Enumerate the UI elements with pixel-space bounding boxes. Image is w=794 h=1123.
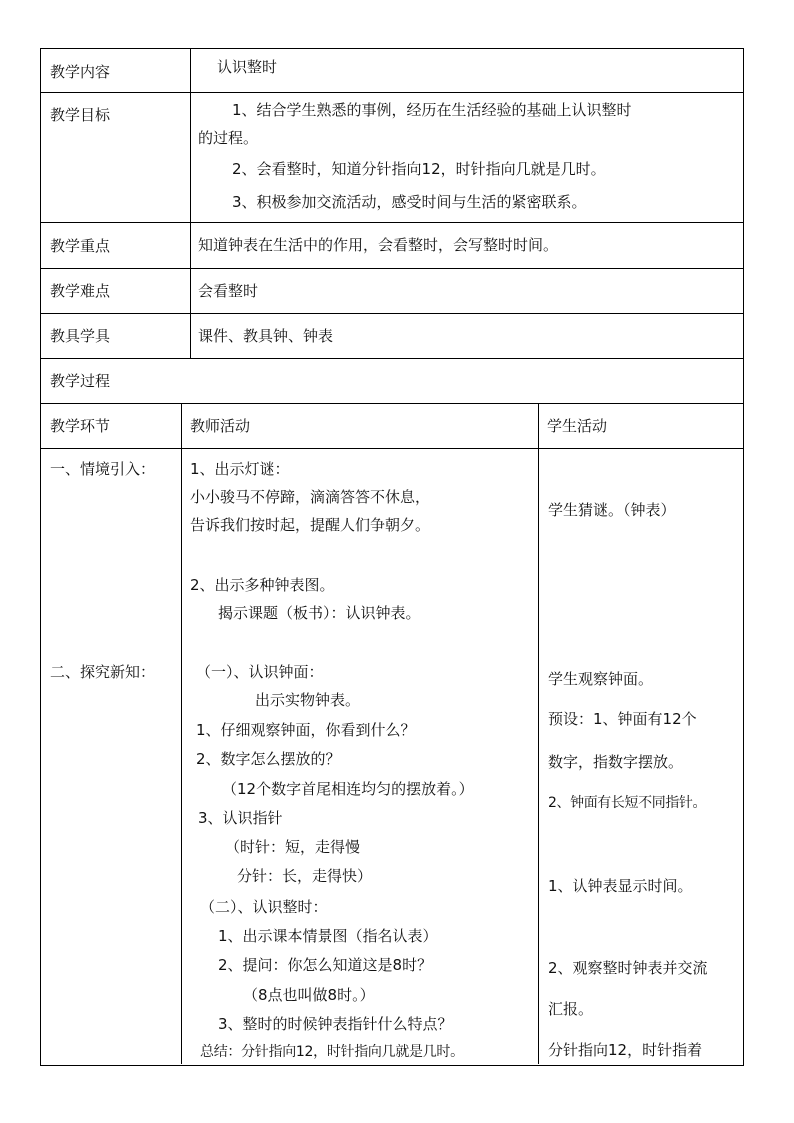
row-divider xyxy=(40,92,744,93)
row-divider xyxy=(40,313,744,314)
objective-line: 3、积极参加交流活动，感受时间与生活的紧密联系。 xyxy=(232,193,587,211)
label-column-divider xyxy=(190,48,191,358)
teacher-line: 2、提问：你怎么知道这是8时？ xyxy=(218,956,433,974)
key-point-text: 知道钟表在生活中的作用，会看整时，会写整时时间。 xyxy=(198,236,559,254)
student-line: 1、认钟表显示时间。 xyxy=(548,877,693,895)
teacher-line: 1、仔细观察钟面，你看到什么？ xyxy=(196,721,416,739)
row-label-content: 教学内容 xyxy=(50,63,111,81)
row-divider xyxy=(40,448,744,449)
teacher-line: 3、整时的时候钟表指针什么特点？ xyxy=(218,1015,453,1033)
process-column-divider-1 xyxy=(181,403,182,1064)
teacher-line: 揭示课题（板书）：认识钟表。 xyxy=(218,604,421,622)
teacher-line: 出示实物钟表。 xyxy=(255,691,361,709)
teacher-line: 1、出示课本情景图（指名认表） xyxy=(218,927,438,945)
student-line: 汇报。 xyxy=(548,1000,594,1018)
row-label-materials: 教具学具 xyxy=(50,327,111,345)
row-label-objectives: 教学目标 xyxy=(50,106,111,124)
row-divider xyxy=(40,358,744,359)
header-stage: 教学环节 xyxy=(50,417,111,435)
objective-line: 2、会看整时，知道分针指向12，时针指向几就是几时。 xyxy=(232,160,606,178)
objective-line: 的过程。 xyxy=(198,129,259,147)
row-label-key-point: 教学重点 xyxy=(50,237,111,255)
header-teacher-activity: 教师活动 xyxy=(190,417,251,435)
row-divider xyxy=(40,268,744,269)
teacher-line: 3、认识指针 xyxy=(198,809,283,827)
row-label-difficulty: 教学难点 xyxy=(50,282,111,300)
header-student-activity: 学生活动 xyxy=(547,417,608,435)
stage-label: 一、情境引入： xyxy=(50,460,156,478)
teacher-line: 2、数字怎么摆放的？ xyxy=(196,750,341,768)
student-line: 2、观察整时钟表并交流 xyxy=(548,959,708,977)
teacher-line: （一）、认识钟面： xyxy=(196,663,324,681)
difficulty-text: 会看整时 xyxy=(198,282,259,300)
student-line: 数字，指数字摆放。 xyxy=(548,753,684,771)
row-divider xyxy=(40,222,744,223)
student-line: 学生猜谜。（钟表） xyxy=(548,501,676,519)
teacher-line: 分针：长，走得快） xyxy=(237,867,373,885)
process-column-divider-2 xyxy=(538,403,539,1064)
teacher-line: 1、出示灯谜： xyxy=(190,460,290,478)
teacher-line: 2、出示多种钟表图。 xyxy=(190,576,335,594)
lesson-title: 认识整时 xyxy=(217,58,278,76)
objective-line: 1、结合学生熟悉的事例，经历在生活经验的基础上认识整时 xyxy=(232,101,632,119)
student-line: 2、钟面有长短不同指针。 xyxy=(548,795,707,811)
teacher-line: 小小骏马不停蹄，滴滴答答不休息， xyxy=(190,488,431,506)
teacher-line: 告诉我们按时起，提醒人们争朝夕。 xyxy=(190,516,431,534)
stage-label: 二、探究新知： xyxy=(50,663,156,681)
student-line: 分针指向12，时针指着 xyxy=(548,1041,703,1059)
materials-text: 课件、教具钟、钟表 xyxy=(198,327,334,345)
teacher-line: （12个数字首尾相连均匀的摆放着。） xyxy=(222,780,474,798)
teacher-line: （8点也叫做8时。） xyxy=(243,986,375,1004)
row-divider xyxy=(40,403,744,404)
student-line: 预设：1、钟面有12个 xyxy=(548,710,697,728)
student-line: 学生观察钟面。 xyxy=(548,670,654,688)
teacher-line: 总结：分针指向12，时针指向几就是几时。 xyxy=(200,1044,464,1060)
teacher-line: （时针：短，走得慢 xyxy=(225,838,361,856)
teacher-line: （二）、认识整时： xyxy=(200,898,328,916)
row-label-process: 教学过程 xyxy=(50,372,111,390)
